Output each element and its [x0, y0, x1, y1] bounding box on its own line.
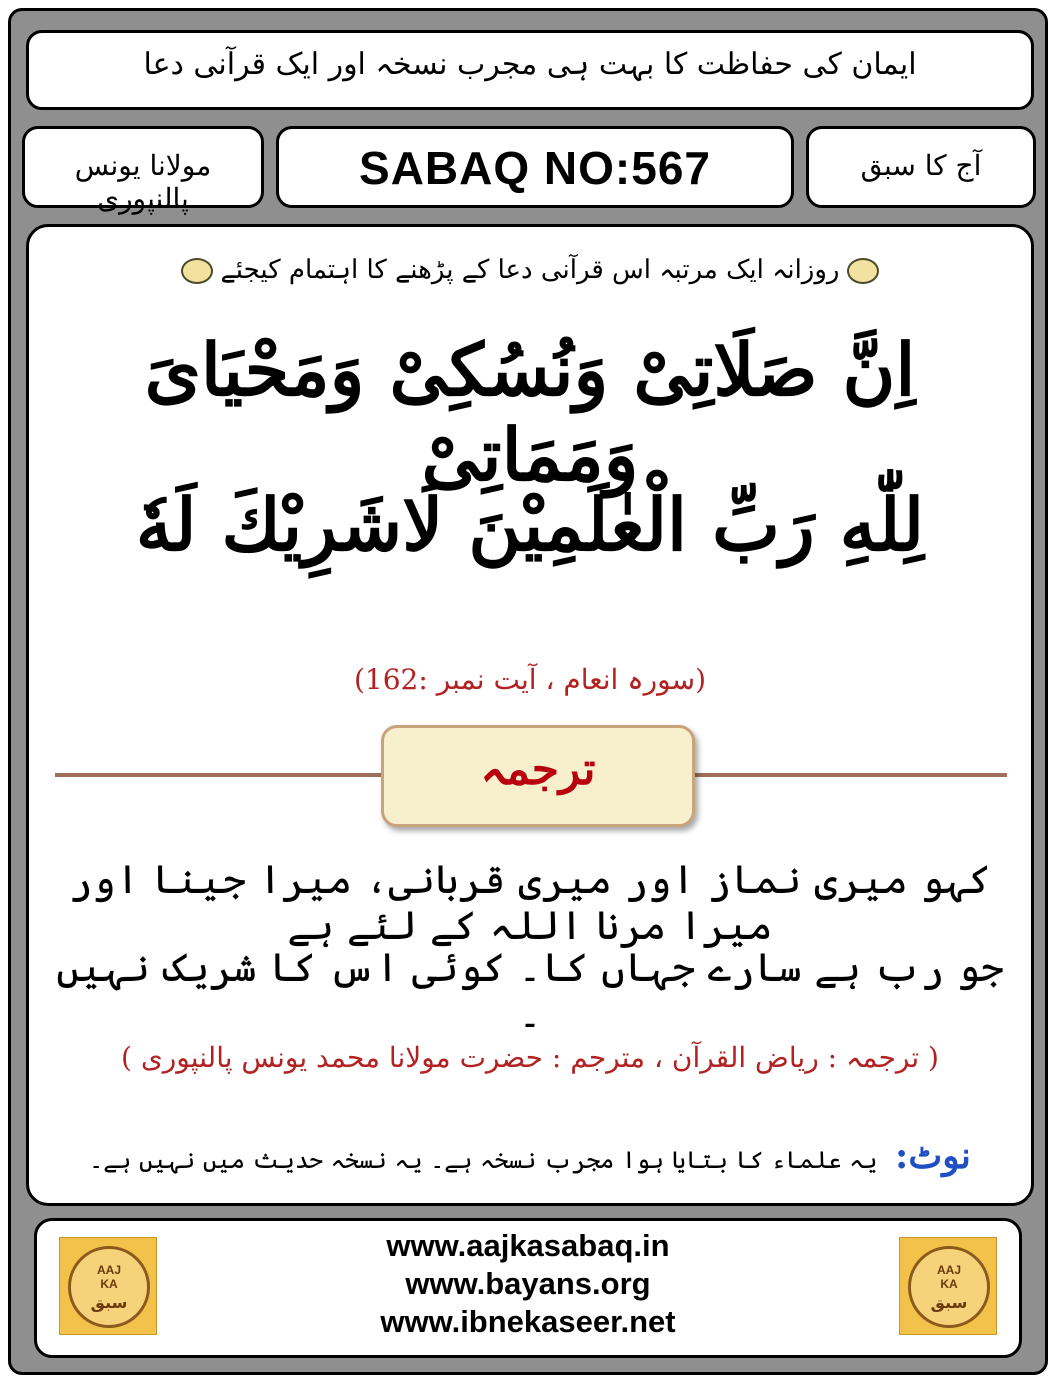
translation-credit: ( ترجمہ : ریاض القرآن ، مترجم : حضرت مولانا محمد یونس پالنپوری ) [121, 1041, 939, 1074]
instruction-line [29, 255, 1031, 285]
logo-text-sabaq: سبق [90, 1293, 128, 1312]
instruction-text: روزانہ ایک مرتبہ اس قرآنی دعا کے پڑھنے کا اہتمام کیجئے [220, 255, 840, 285]
website-link-bayans[interactable]: www.bayans.org [405, 1266, 651, 1301]
page-title: ایمان کی حفاظت کا بہت ہی مجرب نسخہ اور ایک قرآنی دعا [143, 47, 917, 82]
note-label: نوٹ: [895, 1135, 971, 1177]
logo-text-sabaq: سبق [930, 1293, 968, 1312]
logo-text-aaj: AAJ [936, 1263, 961, 1277]
arabic-verse-line-2: لِلّٰهِ رَبِّ الْعٰلَمِیْنَ لَاشَرِیْكَ لَهٗ [135, 482, 925, 567]
bullet-circle-icon [181, 258, 213, 284]
aaj-ka-sabaq-label: آج کا سبق [860, 149, 982, 182]
main-content [26, 224, 1034, 1206]
note-line [29, 1135, 1031, 1177]
website-link-ibnekaseer[interactable]: www.ibnekaseer.net [380, 1304, 676, 1339]
verse-reference: (سورہ انعام ، آیت نمبر :162) [353, 663, 707, 696]
arabic-verse-line-1: اِنَّ صَلَاتِیْ وَنُسُکِیْ وَمَحْیَایَ وَمَمَاتِیْ [144, 327, 916, 497]
title-box [26, 30, 1034, 110]
sabaq-number: SABAQ NO:567 [359, 142, 711, 194]
note-text: یہ علماء کا بتایا ہوا مجرب نسخہ ہے۔ یہ نسخہ حدیث میں نہیں ہے۔ [89, 1146, 878, 1174]
divider-right [693, 773, 1007, 777]
author-box [22, 126, 264, 215]
logo-text-aaj: AAJ [96, 1263, 121, 1277]
bullet-circle-icon [847, 258, 879, 284]
logo-text-ka: KA [100, 1277, 118, 1291]
tarjuma-heading: ترجمہ [480, 744, 596, 795]
tarjuma-heading-box [381, 725, 695, 827]
website-link-aajkasabaq[interactable]: www.aajkasabaq.in [386, 1228, 670, 1263]
logo-text-ka: KA [940, 1277, 958, 1291]
sabaq-number-box [276, 126, 794, 208]
divider-left [55, 773, 411, 777]
aaj-ka-sabaq-logo-icon [899, 1237, 997, 1335]
footer [34, 1218, 1022, 1358]
translation-line-1: کہو میری نماز اور میری قربانی، میرا جینا اور میرا مرنا اللہ کے لئے ہے [68, 857, 992, 949]
aaj-ka-sabaq-box [806, 126, 1036, 208]
translation-line-2: جو رب ہے سارے جہاں کا۔ کوئی اس کا شریک نہیں ۔ [56, 945, 1004, 1037]
author-name: مولانا یونس پالنپوری [74, 149, 212, 215]
website-links [37, 1227, 1019, 1341]
